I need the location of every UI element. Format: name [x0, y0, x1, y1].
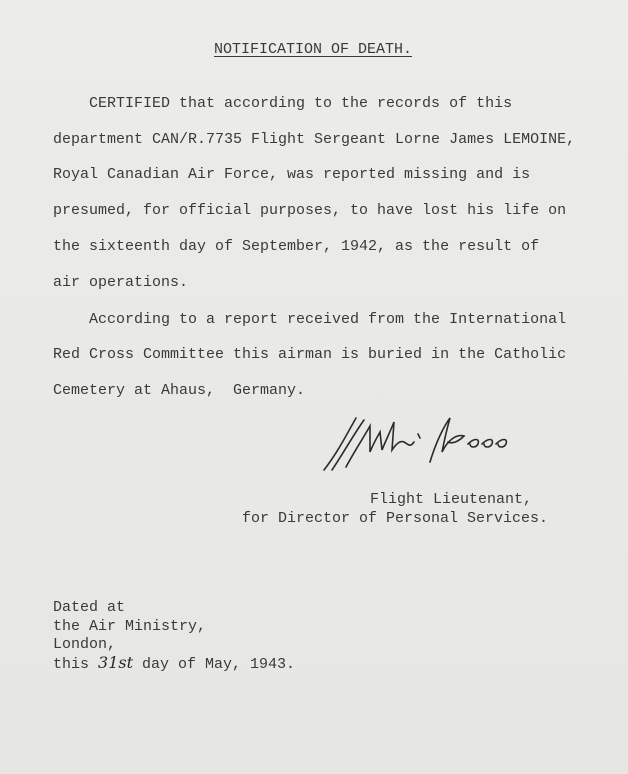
dated-line: Dated at [53, 599, 126, 616]
body-line: Royal Canadian Air Force, was reported missing and is [53, 166, 531, 183]
dated-place: the Air Ministry, [53, 618, 207, 635]
date-suffix: day of May, 1943. [133, 656, 296, 673]
date-prefix: this [53, 656, 99, 673]
body-line: Cemetery at Ahaus, Germany. [53, 382, 306, 399]
handwritten-day: 31st [98, 653, 134, 672]
body-line: According to a report received from the International [53, 311, 567, 328]
body-line: presumed, for official purposes, to have lost his life on [53, 202, 567, 219]
body-line: air operations. [53, 274, 189, 291]
handwritten-signature [318, 412, 528, 477]
dated-city: London, [53, 636, 117, 653]
body-line: Red Cross Committee this airman is buried in the Catholic [53, 346, 567, 363]
body-line: CERTIFIED that according to the records of this [53, 95, 513, 112]
signatory-role: for Director of Personal Services. [242, 510, 549, 527]
body-line: department CAN/R.7735 Flight Sergeant Lorne James LEMOINE, [53, 131, 576, 148]
document-title: NOTIFICATION OF DEATH. [214, 41, 413, 58]
dated-date [53, 654, 295, 674]
signatory-rank: Flight Lieutenant, [370, 491, 533, 508]
body-line: the sixteenth day of September, 1942, as the result of [53, 238, 540, 255]
